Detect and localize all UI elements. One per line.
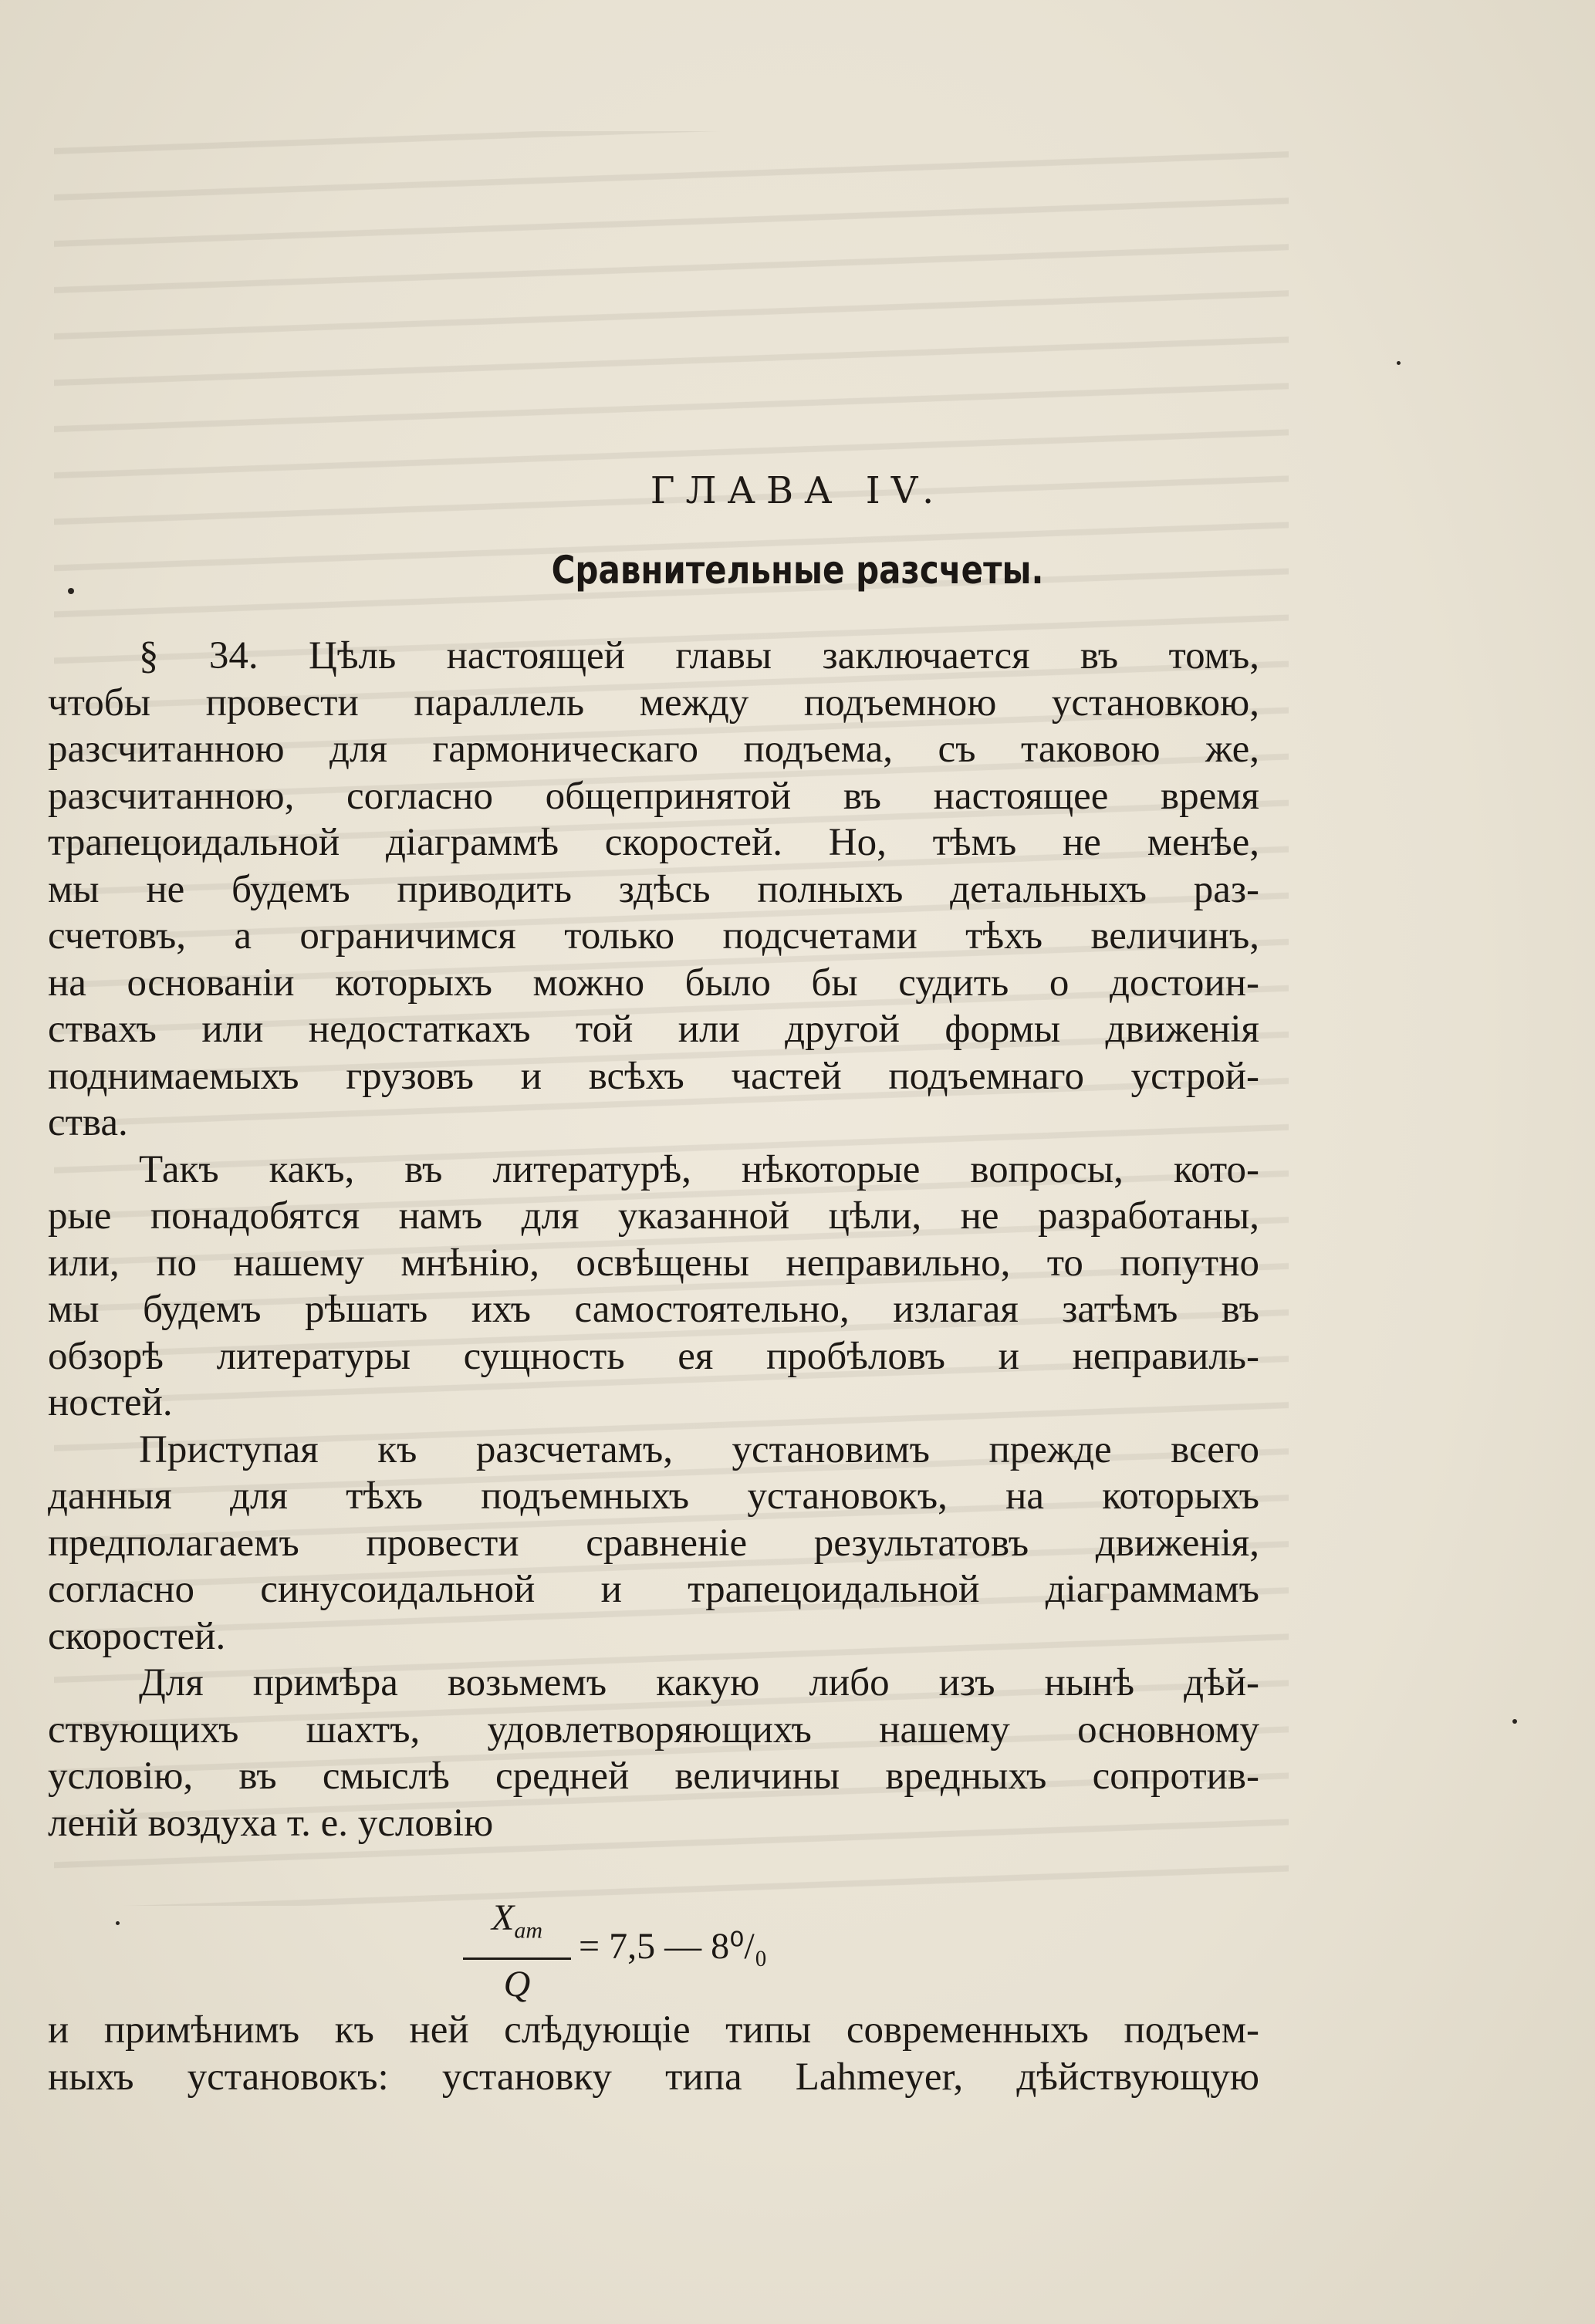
text-line: на основаніи которыхъ можно было бы судить о достоин-: [48, 961, 1259, 1005]
paragraph: [48, 1427, 1259, 1660]
text-line: ностей.: [48, 1381, 173, 1424]
text-line: леній воздуха т. е. условію: [48, 1801, 494, 1845]
text-line: § 34. Цѣль настоящей главы заключается въ томъ,: [139, 634, 1259, 677]
text-line: мы не будемъ приводить здѣсь полныхъ детальныхъ раз-: [48, 867, 1259, 911]
body-text: [48, 633, 1259, 1846]
speck-mark: [116, 1921, 120, 1925]
speck-mark: [1512, 1719, 1517, 1724]
paragraph: [48, 1147, 1259, 1427]
text-line: скоростей.: [48, 1614, 226, 1658]
speck-mark: [68, 588, 74, 594]
formula-rhs: = 7,5 — 8⁰/₀: [579, 1926, 768, 1967]
text-line: ствахъ или недостаткахъ той или другой формы движенія: [48, 1008, 1259, 1051]
numerator-symbol: X: [492, 1897, 515, 1938]
text-line: Для примѣра возьмемъ какую либо изъ нынѣ дѣй-: [139, 1661, 1259, 1704]
text-line: мы будемъ рѣшать ихъ самостоятельно, излагая затѣмъ въ: [48, 1288, 1259, 1331]
text-line: рые понадобятся намъ для указанной цѣли, не разработаны,: [48, 1194, 1259, 1238]
text-line: Такъ какъ, въ литературѣ, нѣкоторые вопросы, кото-: [139, 1147, 1259, 1191]
text-line: чтобы провести параллель между подъемною установкою,: [48, 681, 1259, 725]
text-line: поднимаемыхъ грузовъ и всѣхъ частей подъемнаго устрой-: [48, 1054, 1259, 1098]
text-line: разсчитанною для гармоническаго подъема, съ таковою же,: [48, 728, 1259, 771]
text-line: и примѣнимъ къ ней слѣдующіе типы современныхъ подъем-: [48, 2008, 1259, 2052]
paragraph: [48, 633, 1259, 1147]
fraction-bar: [463, 1957, 571, 1960]
text-line: условію, въ смыслѣ средней величины вредныхъ сопротив-: [48, 1755, 1259, 1798]
fraction-denominator: Q: [503, 1963, 531, 2005]
text-line: трапецоидальной діаграммѣ скоростей. Но, тѣмъ не менѣе,: [48, 821, 1259, 864]
text-line: данныя для тѣхъ подъемныхъ установокъ, на которыхъ: [48, 1474, 1259, 1518]
fraction-numerator: [463, 1897, 571, 1953]
chapter-heading: ГЛАВА IV.: [650, 469, 945, 512]
text-line: или, по нашему мнѣнію, освѣщены неправильно, то попутно: [48, 1241, 1259, 1285]
text-line: ствующихъ шахтъ, удовлетворяющихъ нашему основному: [48, 1708, 1259, 1751]
closing-paragraph: [48, 2006, 1259, 2099]
numerator-subscript: am: [514, 1917, 542, 1944]
fraction: [463, 1897, 571, 2006]
speck-mark: [1397, 361, 1401, 365]
chapter-title: Сравнительные разсчеты.: [551, 548, 1044, 593]
formula: [463, 1897, 1003, 2005]
text-line: согласно синусоидальной и трапецоидальной діаграммамъ: [48, 1568, 1259, 1611]
text-line: ныхъ установокъ: установку типа Lahmeyer, дѣйствующую: [48, 2055, 1259, 2099]
text-line: счетовъ, а ограничимся только подсчетами тѣхъ величинъ,: [48, 914, 1259, 958]
paragraph: [48, 1660, 1259, 1846]
text-line: разсчитанною, согласно общепринятой въ настоящее время: [48, 774, 1259, 818]
text-line: предполагаемъ провести сравненіе результатовъ движенія,: [48, 1521, 1259, 1565]
text-line: ства.: [48, 1101, 128, 1144]
text-line: Приступая къ разсчетамъ, установимъ прежде всего: [139, 1427, 1259, 1471]
text-line: обзорѣ литературы сущность ея пробѣловъ и неправиль-: [48, 1334, 1259, 1378]
